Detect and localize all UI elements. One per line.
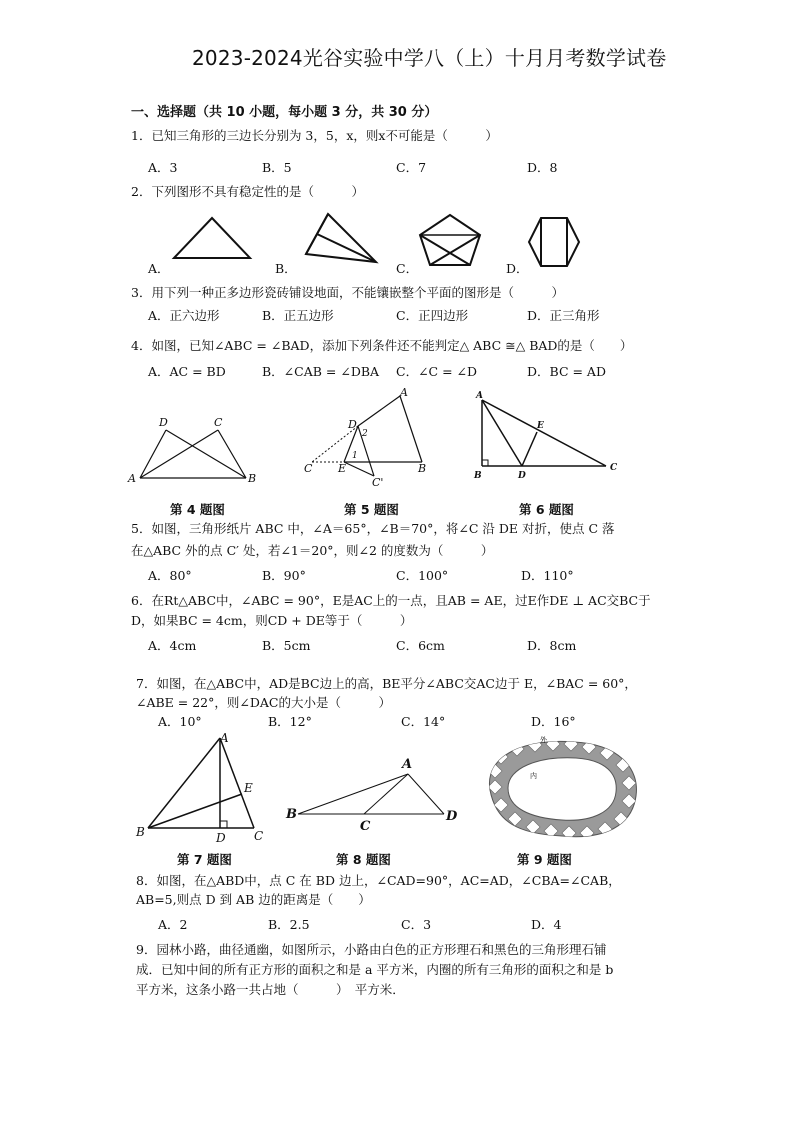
fig6-label-b: B	[474, 471, 482, 481]
question-7-option-d: D．16°	[531, 714, 576, 729]
fig7-label-e: E	[244, 781, 253, 795]
question-5-line-1: 5．如图，三角形纸片 ABC 中，∠A＝65°，∠B＝70°，将∠C 沿 DE 对折，使点 C 落	[131, 521, 615, 536]
question-7-option-a: A．10°	[158, 714, 202, 729]
question-3-option-b: B．正五边形	[262, 308, 334, 323]
question-2-option-d: D．	[506, 261, 529, 276]
fig4-label-d: D	[159, 416, 168, 429]
question-8-line-2: AB=5,则点 D 到 AB 边的距离是（ ）	[136, 892, 371, 907]
figure-5	[300, 386, 440, 492]
question-1-stem: 1．已知三角形的三边长分别为 3，5，x，则x不可能是（ ）	[131, 128, 498, 143]
question-8-option-b: B．2.5	[268, 917, 310, 932]
fig8-label-b: B	[286, 807, 297, 822]
question-3-option-c: C．正四边形	[396, 308, 469, 323]
question-3-stem: 3．用下列一种正多边形瓷砖铺设地面，不能镶嵌整个平面的图形是（ ）	[131, 285, 564, 300]
question-3-option-a: A．正六边形	[148, 308, 220, 323]
fig5-label-1: 1	[352, 451, 358, 461]
figure-7-caption: 第 7 题图	[177, 852, 232, 867]
question-4-option-b: B．∠CAB = ∠DBA	[262, 364, 380, 379]
question-6-line-2: D，如果BC = 4cm，则CD + DE等于（ ）	[131, 613, 413, 628]
figure-4	[128, 412, 268, 490]
question-1-option-b: B．5	[262, 160, 292, 175]
question-6-option-b: B．5cm	[262, 638, 311, 653]
question-5-option-d: D．110°	[521, 568, 574, 583]
question-4-stem: 4．如图，已知∠ABC = ∠BAD，添加下列条件还不能判定△ ABC ≅△ BAD的是（ ）	[131, 338, 633, 353]
question-8-option-a: A．2	[158, 917, 188, 932]
fig5-label-d: D	[348, 418, 357, 431]
question-6-option-a: A．4cm	[148, 638, 197, 653]
question-5-option-c: C．100°	[396, 568, 449, 583]
question-6-option-c: C．6cm	[396, 638, 445, 653]
fig6-label-e: E	[537, 421, 544, 431]
question-5-line-2: 在△ABC 外的点 C′ 处，若∠1＝20°，则∠2 的度数为（ ）	[131, 543, 494, 558]
fig4-label-c: C	[214, 416, 223, 429]
figure-4-caption: 第 4 题图	[170, 502, 225, 517]
question-9-line-2: 成．已知中间的所有正方形的面积之和是 a 平方米，内圈的所有三角形的面积之和是 b	[136, 962, 614, 977]
q2-figure-a-triangle	[170, 216, 254, 262]
question-5-option-b: B．90°	[262, 568, 306, 583]
fig7-label-b: B	[136, 825, 145, 839]
question-4-option-c: C．∠C = ∠D	[396, 364, 478, 379]
fig6-label-a: A	[476, 391, 483, 401]
q2-figure-b-quadrilateral	[300, 212, 380, 268]
fig7-label-a: A	[220, 731, 229, 745]
question-6-option-d: D．8cm	[527, 638, 577, 653]
q2-figure-c-pentagon	[418, 213, 482, 269]
question-7-line-2: ∠ABE = 22°，则∠DAC的大小是（ ）	[136, 695, 391, 710]
fig9-label-outer: 外	[540, 736, 547, 744]
fig5-label-c: C	[304, 462, 313, 475]
fig5-label-b: B	[418, 462, 427, 475]
figure-9	[478, 734, 642, 846]
page-title: 2023-2024光谷实验中学八（上）十月月考数学试卷	[192, 46, 667, 70]
question-7-line-1: 7．如图，在△ABC中，AD是BC边上的高，BE平分∠ABC交AC边于 E，∠BAC = 60°，	[136, 676, 637, 691]
fig8-label-d: D	[446, 809, 458, 824]
fig7-label-c: C	[254, 829, 264, 843]
question-1-option-c: C．7	[396, 160, 427, 175]
figure-9-caption: 第 9 题图	[517, 852, 572, 867]
fig7-label-d: D	[216, 831, 226, 845]
figure-6-caption: 第 6 题图	[519, 502, 574, 517]
fig8-label-c: C	[360, 819, 371, 834]
question-8-option-d: D．4	[531, 917, 562, 932]
question-9-line-1: 9．园林小路，曲径通幽，如图所示，小路由白色的正方形理石和黑色的三角形理石铺	[136, 942, 607, 957]
figure-8	[284, 752, 464, 836]
fig6-label-c: C	[610, 463, 618, 473]
question-7-option-c: C．14°	[401, 714, 446, 729]
fig5-label-c-prime: C'	[372, 476, 384, 489]
question-3-option-d: D．正三角形	[527, 308, 600, 323]
question-1-option-a: A．3	[148, 160, 178, 175]
question-8-line-1: 8．如图，在△ABD中，点 C 在 BD 边上，∠CAD=90°，AC=AD，∠CBA=∠CAB，	[136, 873, 621, 888]
section-heading: 一、选择题（共 10 小题，每小题 3 分，共 30 分）	[131, 105, 438, 120]
question-2-option-a: A．	[148, 261, 170, 276]
fig4-label-a: A	[128, 472, 136, 485]
figure-8-caption: 第 8 题图	[336, 852, 391, 867]
question-4-option-d: D．BC = AD	[527, 364, 606, 379]
fig4-label-b: B	[248, 472, 257, 485]
figure-5-caption: 第 5 题图	[344, 502, 399, 517]
fig9-label-inner: 内	[530, 772, 537, 780]
figure-6	[472, 390, 622, 484]
question-7-option-b: B．12°	[268, 714, 312, 729]
question-1-option-d: D．8	[527, 160, 558, 175]
figure-7	[134, 728, 274, 844]
question-2-option-c: C．	[396, 261, 419, 276]
question-2-option-b: B．	[275, 261, 297, 276]
fig5-label-a: A	[400, 386, 408, 399]
question-9-line-3: 平方米，这条小路一共占地（ ） 平方米．	[136, 982, 405, 997]
fig5-label-e: E	[338, 462, 347, 475]
q2-figure-d-hexagon	[527, 216, 581, 268]
fig8-label-a: A	[402, 757, 413, 772]
question-4-option-a: A．AC = BD	[148, 364, 226, 379]
question-8-option-c: C．3	[401, 917, 432, 932]
question-6-line-1: 6．在Rt△ABC中，∠ABC = 90°，E是AC上的一点，且AB = AE，过E作DE ⊥ AC交BC于	[131, 593, 651, 608]
fig5-label-2: 2	[362, 429, 368, 439]
question-2-stem: 2．下列图形不具有稳定性的是（ ）	[131, 184, 364, 199]
question-5-option-a: A．80°	[148, 568, 192, 583]
fig6-label-d: D	[518, 471, 526, 481]
